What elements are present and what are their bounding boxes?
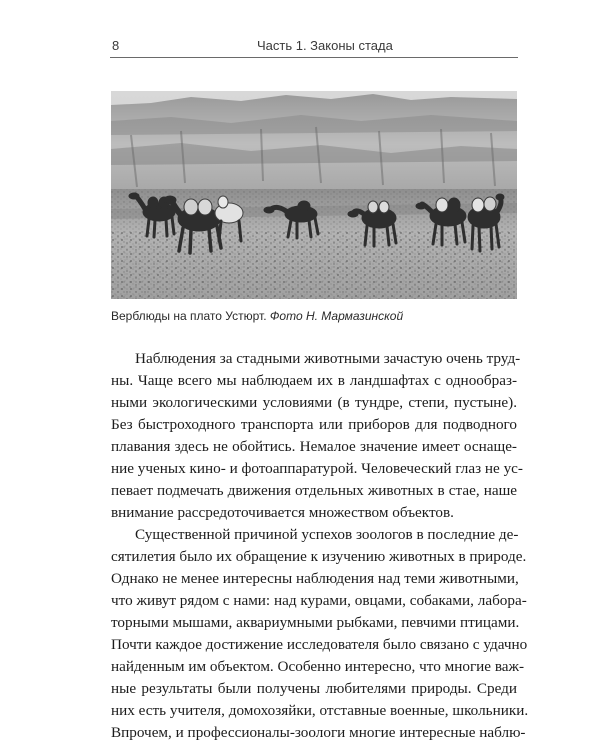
text-line: сятилетия было их обращение к изучению животных в природе. — [111, 548, 527, 565]
text-line: них есть учителя, домохозяйки, отставные военные, школьники. — [111, 702, 529, 719]
text-line: Наблюдения за стадными животными зачастую очень труд- — [135, 350, 521, 367]
text-line: ние ученых кино- и фотоаппаратурой. Человеческий глаз не ус- — [111, 460, 523, 477]
text-line: Впрочем, и профессионалы-зоологи многие интересные наблю- — [111, 724, 526, 741]
text-line: найденным им объектом. Особенно интересно, что многие важ- — [111, 658, 525, 675]
text-line: ными экологическими условиями (в тундре, степи, пустыне). — [111, 394, 517, 411]
text-line: что живут рядом с нами: над курами, овцами, собаками, лабора- — [111, 592, 527, 609]
text-line: певает подмечать движения отдельных животных в стае, наше — [111, 482, 517, 499]
paragraph — [111, 348, 523, 524]
text-line: ные результаты были получены любителями природы. Среди — [111, 680, 517, 697]
text-line: ны. Чаще всего мы наблюдаем их в ландшафтах с однообраз- — [111, 372, 517, 389]
text-line: Без быстроходного транспорта или приборов для подводного — [111, 416, 517, 433]
header-rule — [110, 57, 518, 58]
page-number: 8 — [112, 38, 120, 53]
figure-caption — [111, 309, 531, 323]
text-line: внимание рассредоточивается множеством объектов. — [111, 504, 454, 521]
caption-credit: Фото Н. Мармазинской — [269, 309, 404, 323]
body-text — [111, 348, 529, 744]
text-line: Однако не менее интересны наблюдения над теми животными, — [111, 570, 519, 587]
paragraph — [111, 524, 529, 744]
text-line: торными мышами, аквариумными рыбками, певчими птицами. — [111, 614, 520, 631]
camels-photo — [111, 91, 517, 299]
text-line: Почти каждое достижение исследователя было связано с удачно — [111, 636, 528, 653]
running-head: Часть 1. Законы стада — [257, 38, 393, 53]
text-line: плавания здесь не обойтись. Немалое значение имеет оснаще- — [111, 438, 517, 455]
text-line: Существенной причиной успехов зоологов в последние де- — [135, 526, 519, 543]
caption-text: Верблюды на плато Устюрт. — [111, 309, 267, 323]
